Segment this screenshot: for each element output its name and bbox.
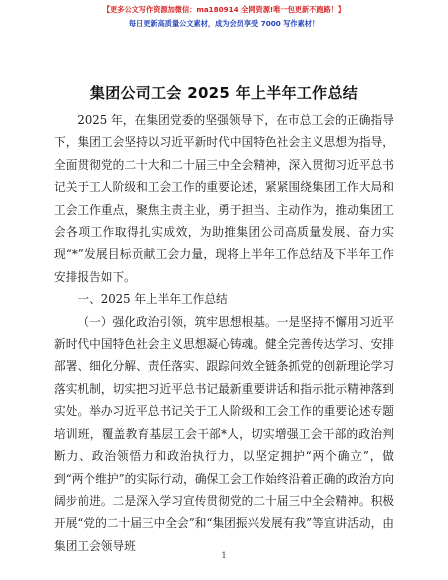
section-heading: 一、2025 年上半年工作总结 bbox=[77, 292, 228, 307]
body-paragraph: （一）强化政治引领，筑牢思想根基。一是坚持不懈用习近平新时代中国特色社会主义思想凝心铸魂。健全完善传达学习、安排部署、细化分解、责任落实、跟踪问效全链条抓党的创新理论学习落实机制，切实把习近平总书记最新重要讲话和指示批示精神落到实处。举办习近平总书记关于工人阶级和工会工作的重要论述专题培训班，覆盖教育基层工会干部*人，切实增强工会干部的政治判断力、政治领悟力和政治执行力，以坚定拥护“两个确立”，做到“两个维护”的实际行动，确保工会工作始终沿着正确的政治方向阔步前进。二是深入学习宣传贯彻党的二十届三中全会精神。积极开展“党的二十届三中全会”和“集团振兴发展有我”等宣讲活动，由集团工会领导班 bbox=[54, 314, 394, 553]
page-number: 1 bbox=[221, 551, 227, 560]
promo-banner-line-1: 【更多公文写作资源加微信：ma180914 全网资源!唯一包更新不跑路！】 bbox=[102, 5, 346, 14]
document-title: 集团公司工会 2025 年上半年工作总结 bbox=[89, 84, 359, 102]
intro-paragraph: 2025 年，在集团党委的坚强领导下，在市总工会的正确指导下，集团工会坚持以习近平新时代中国特色社会主义思想为指导，全面贯彻党的二十大和二十届三中全会精神，深入贯彻习近平总书记关于工人阶级和工会工作的重要论述，紧紧围绕集团工作大局和工会工作重点，聚焦主责主业，勇于担当、主动作为，推动集团工会各项工作取得扎实成效，为助推集团公司高质量发展、奋力实现“*”发展目标贡献工会力量，现将上半年工作总结及下半年工作安排报告如下。 bbox=[54, 113, 394, 284]
document-body bbox=[54, 109, 394, 557]
promo-banner-line-2: 每日更新高质量公文素材，成为会员享受 7000 写作素材！ bbox=[128, 19, 320, 28]
